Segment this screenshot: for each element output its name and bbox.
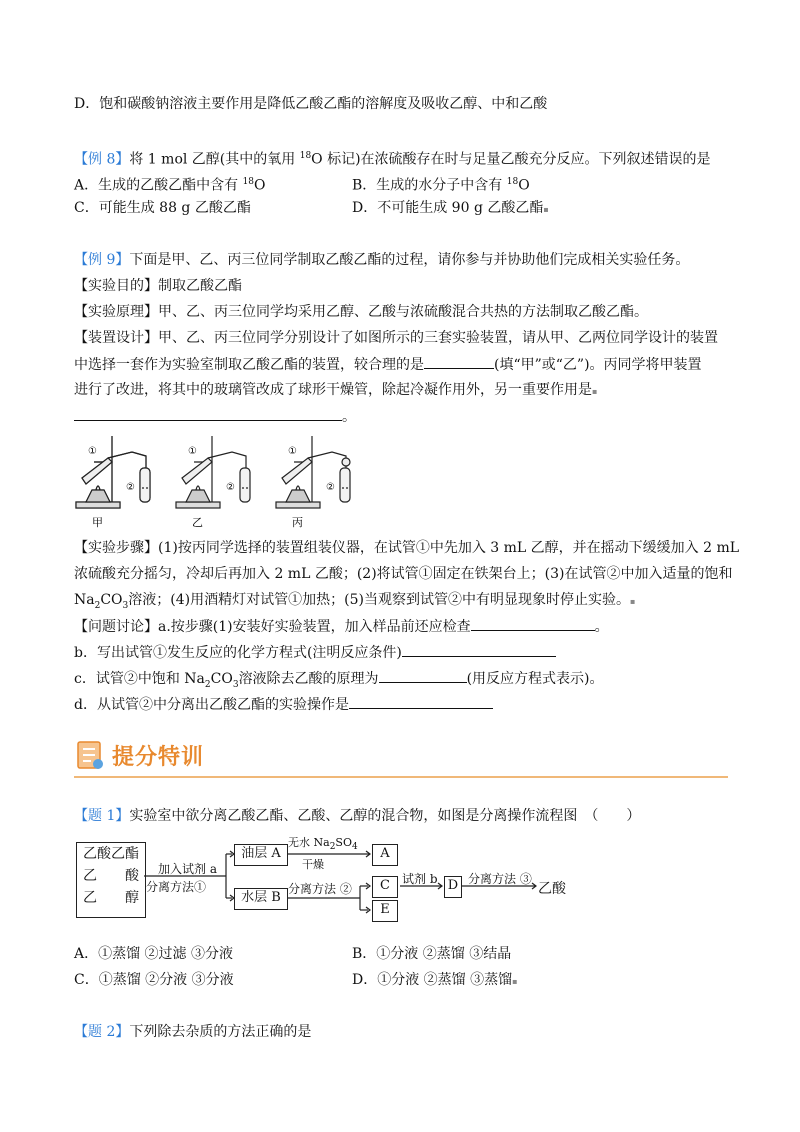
- apparatus-label-yi: 乙: [192, 516, 203, 529]
- q9-principle: 【实验原理】甲、乙、丙三位同学均采用乙醇、乙酸与浓硫酸混合共热的方法制取乙酸乙酯。: [74, 304, 648, 320]
- apparatus-label-bing: 丙: [292, 516, 303, 529]
- q7-option-d: D．饱和碳酸钠溶液主要作用是降低乙酸乙酯的溶解度及吸收乙醇、中和乙酸: [74, 96, 548, 112]
- q9-steps-2: 浓硫酸充分摇匀，冷却后再加入 2 mL 乙酸；(2)将试管①固定在铁架台上；(3)在试管②中加入适量的饱和: [74, 566, 733, 582]
- q9-steps-1: 【实验步骤】(1)按丙同学选择的装置组装仪器，在试管①中先加入 3 mL 乙醇，并在摇动下缓缓加入 2 mL: [74, 540, 740, 556]
- q8-option-d: D．不可能生成 90 g 乙酸乙酯▪: [352, 200, 549, 216]
- app-mark-2-a: ②: [126, 482, 135, 493]
- flow-oil-layer: 油层 A: [234, 844, 288, 866]
- app-mark-1-c: ①: [288, 446, 297, 457]
- flow-sep-3: 分离方法 ③: [468, 872, 532, 886]
- t1-option-c: C．①蒸馏 ②分液 ③分液: [74, 972, 234, 988]
- app-mark-2-c: ②: [326, 482, 335, 493]
- flow-box-d: D: [444, 876, 462, 898]
- t1-stem: 【题 1】实验室中欲分离乙酸乙酯、乙酸、乙醇的混合物，如图是分离操作流程图 （ ）: [74, 808, 641, 824]
- app-mark-1-a: ①: [88, 446, 97, 457]
- flow-chart: [76, 836, 576, 928]
- answer-blank-4[interactable]: [402, 642, 556, 657]
- q8-option-b: B．生成的水分子中含有 $^{18}$O: [352, 177, 530, 194]
- q9-discuss-d: d．从试管②中分离出乙酸乙酯的实验操作是: [74, 694, 493, 715]
- notebook-icon: [76, 740, 106, 772]
- q9-design-3: 进行了改进，将其中的玻璃管改成了球形干燥管，除起冷凝作用外，另一重要作用是▪: [74, 382, 598, 398]
- flow-reagent-b: 试剂 b: [402, 872, 438, 886]
- t2-stem: 【题 2】下列除去杂质的方法正确的是: [74, 1024, 312, 1040]
- app-mark-1-b: ①: [188, 446, 197, 457]
- answer-blank-2[interactable]: [74, 406, 342, 421]
- answer-blank-3[interactable]: [471, 616, 595, 631]
- flow-sep-1: 分离方法①: [146, 880, 207, 894]
- q9-design-1: 【装置设计】甲、乙、丙三位同学分别设计了如图所示的三套实验装置，请从甲、乙两位同学设计的装置: [74, 330, 718, 346]
- q9-discuss-c: c．试管②中饱和 $Na_2CO_3$溶液除去乙酸的原理为 (用反应方程式表示)。: [74, 668, 604, 695]
- q9-stem: 【例 9】下面是甲、乙、丙三位同学制取乙酸乙酯的过程，请你参与并协助他们完成相关实验任务。: [74, 252, 690, 268]
- flow-sep-2: 分离方法 ②: [288, 882, 352, 896]
- t1-tag: 【题 1】: [74, 808, 130, 824]
- flow-mixture: 乙酸乙酯 乙 酸 乙 醇: [76, 842, 146, 918]
- t1-option-d: D．①分液 ②蒸馏 ③蒸馏▪: [352, 972, 518, 988]
- q8-tag: 【例 8】: [74, 151, 130, 168]
- section-divider: [74, 776, 728, 778]
- flow-reagent-a: 加入试剂 a: [158, 862, 217, 876]
- t1-option-b: B．①分液 ②蒸馏 ③结晶: [352, 946, 512, 962]
- t1-option-a: A．①蒸馏 ②过滤 ③分液: [74, 946, 234, 962]
- answer-blank-5[interactable]: [379, 668, 467, 683]
- flow-box-c: C: [372, 876, 398, 898]
- q9-tag: 【例 9】: [74, 252, 130, 268]
- q8-option-a: A．生成的乙酸乙酯中含有 $^{18}$O: [74, 177, 266, 194]
- q9-discuss-b: b．写出试管①发生反应的化学方程式(注明反应条件): [74, 642, 556, 663]
- app-mark-2-b: ②: [226, 482, 235, 493]
- flow-dry-label: 干燥: [302, 858, 324, 871]
- section-title: 提分特训: [112, 745, 205, 770]
- q9-discuss-a: 【问题讨论】a.按步骤(1)安装好实验装置，加入样品前还应检查 。: [74, 616, 609, 637]
- q9-design-4: 。: [74, 406, 356, 427]
- flow-box-e: E: [372, 900, 398, 922]
- q8-stem: 【例 8】将 1 mol 乙醇(其中的氧用 $^{18}$O 标记)在浓硫酸存在时与足量乙酸充分反应。下列叙述错误的是: [74, 151, 711, 168]
- apparatus-figure: [72, 432, 362, 532]
- flow-box-a: A: [372, 844, 398, 866]
- q8-option-c: C．可能生成 88 g 乙酸乙酯: [74, 200, 251, 216]
- q9-design-2: 中选择一套作为实验室制取乙酸乙酯的装置，较合理的是 (填“甲”或“乙”)。丙同学将甲装置: [74, 354, 702, 375]
- flow-drying-agent: 无水 $Na_2SO_4$: [288, 836, 358, 853]
- answer-blank-6[interactable]: [349, 694, 493, 709]
- flow-water-layer: 水层 B: [234, 888, 288, 910]
- flow-product: 乙酸: [538, 881, 566, 897]
- q9-purpose: 【实验目的】制取乙酸乙酯: [74, 278, 242, 294]
- answer-blank-1[interactable]: [424, 354, 494, 369]
- q9-steps-3: $Na_2CO_3$溶液；(4)用酒精灯对试管①加热；(5)当观察到试管②中有明显现象时停止实验。▪: [74, 592, 636, 611]
- t2-tag: 【题 2】: [74, 1024, 130, 1040]
- apparatus-label-jia: 甲: [92, 516, 103, 529]
